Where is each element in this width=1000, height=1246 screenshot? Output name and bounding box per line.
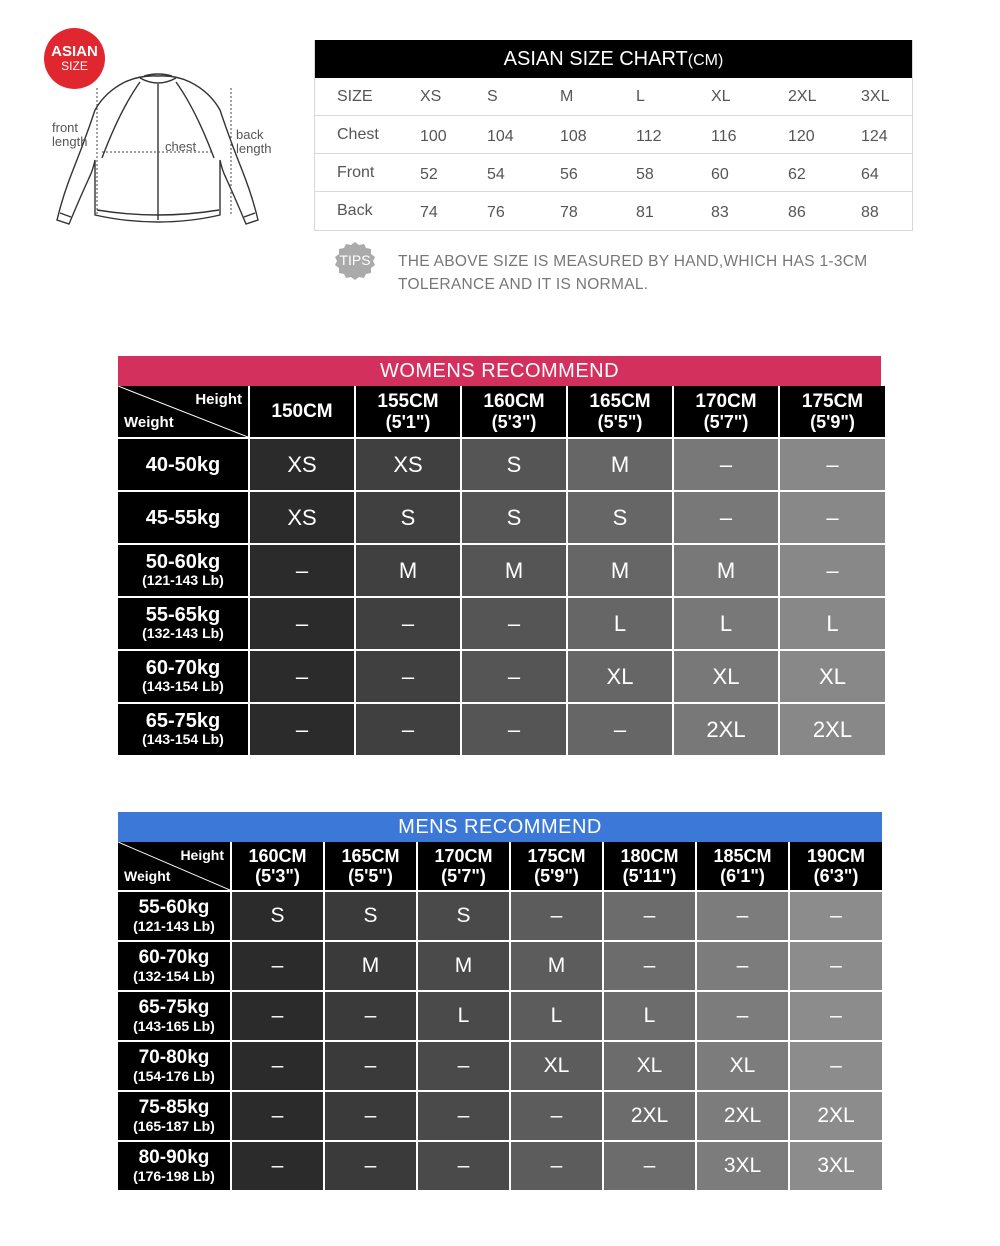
- womens-size-cell: XS: [250, 439, 354, 490]
- weight-kg: 40-50kg: [145, 453, 221, 476]
- mens-size-cell: –: [232, 992, 323, 1040]
- womens-weight-header: [118, 598, 248, 649]
- asian-chart-header-row: [315, 78, 912, 116]
- asian-chart-cell: 52: [420, 166, 438, 183]
- womens-corner-cell: [118, 386, 248, 437]
- asian-chart-cell: 100: [420, 128, 447, 145]
- asian-chart-cell: 83: [711, 204, 729, 221]
- mens-size-cell: S: [325, 892, 416, 940]
- height-ft: (5'1"): [385, 411, 431, 432]
- mens-size-cell: –: [511, 1092, 602, 1140]
- weight-kg: 60-70kg: [138, 946, 210, 968]
- womens-size-cell: –: [356, 651, 460, 702]
- womens-size-cell: –: [250, 651, 354, 702]
- tips-line2: TOLERANCE AND IT IS NORMAL.: [398, 276, 649, 293]
- womens-size-cell: L: [780, 598, 885, 649]
- mens-size-cell: –: [697, 892, 788, 940]
- corner-height-label: Height: [195, 391, 242, 408]
- mens-size-cell: –: [418, 1142, 509, 1190]
- womens-weight-header: [118, 439, 248, 490]
- mens-size-cell: XL: [511, 1042, 602, 1090]
- back-label-word1: back: [236, 127, 264, 142]
- womens-size-cell: M: [568, 439, 672, 490]
- front-label-word1: front: [52, 120, 79, 135]
- womens-height-header: [568, 386, 672, 437]
- tips-badge-icon: [334, 240, 376, 280]
- asian-chart-unit: (CM): [687, 52, 724, 69]
- womens-size-cell: S: [356, 492, 460, 543]
- weight-lb: (132-143 Lb): [142, 625, 224, 641]
- mens-size-cell: –: [325, 1042, 416, 1090]
- mens-size-cell: 2XL: [604, 1092, 695, 1140]
- height-cm: 185CM: [713, 846, 772, 866]
- mens-size-cell: –: [232, 1092, 323, 1140]
- asian-chart-cell: 58: [636, 166, 654, 183]
- back-label-word2: length: [236, 141, 272, 156]
- weight-kg: 60-70kg: [145, 657, 221, 679]
- asian-chart-title-text: ASIAN SIZE CHART: [503, 48, 688, 70]
- asian-chart-cell: 64: [861, 166, 879, 183]
- womens-grid: [118, 386, 881, 755]
- womens-size-cell: –: [568, 704, 672, 755]
- asian-chart-cell: 2XL: [788, 88, 817, 105]
- asian-chart-row-label: SIZE: [337, 88, 373, 105]
- womens-size-cell: XS: [250, 492, 354, 543]
- womens-height-header: [780, 386, 885, 437]
- womens-size-cell: XL: [568, 651, 672, 702]
- mens-size-cell: M: [511, 942, 602, 990]
- mens-size-cell: 3XL: [697, 1142, 788, 1190]
- mens-size-cell: –: [790, 942, 882, 990]
- mens-corner-cell: [118, 842, 230, 890]
- mens-grid: [118, 842, 882, 1190]
- height-cm: 180CM: [620, 846, 679, 866]
- womens-size-cell: 2XL: [674, 704, 778, 755]
- weight-kg: 65-75kg: [145, 710, 221, 732]
- womens-size-cell: –: [780, 545, 885, 596]
- height-cm: 150CM: [271, 400, 333, 422]
- womens-size-cell: XS: [356, 439, 460, 490]
- weight-kg: 65-75kg: [138, 996, 210, 1018]
- womens-size-cell: 2XL: [780, 704, 885, 755]
- corner-weight-label: Weight: [124, 414, 174, 431]
- height-cm: 160CM: [248, 846, 307, 866]
- height-cm: 160CM: [483, 390, 545, 412]
- mens-size-cell: XL: [604, 1042, 695, 1090]
- mens-size-cell: –: [511, 892, 602, 940]
- asian-chart-cell: 74: [420, 204, 438, 221]
- asian-chart-cell: L: [636, 88, 645, 105]
- mens-size-cell: S: [232, 892, 323, 940]
- asian-chart-cell: 3XL: [861, 88, 890, 105]
- mens-weight-header: [118, 942, 230, 990]
- mens-height-header: [232, 842, 323, 890]
- mens-height-header: [511, 842, 602, 890]
- mens-size-cell: –: [232, 1142, 323, 1190]
- asian-chart-cell: 88: [861, 204, 879, 221]
- mens-size-cell: –: [325, 992, 416, 1040]
- asian-chart-cell: 86: [788, 204, 806, 221]
- mens-size-cell: L: [418, 992, 509, 1040]
- height-ft: (6'1"): [720, 866, 765, 886]
- height-cm: 170CM: [434, 846, 493, 866]
- mens-weight-header: [118, 1142, 230, 1190]
- mens-size-cell: S: [418, 892, 509, 940]
- womens-size-cell: –: [780, 492, 885, 543]
- asian-chart-cell: 104: [487, 128, 514, 145]
- weight-lb: (165-187 Lb): [133, 1117, 215, 1134]
- mens-size-cell: –: [790, 1042, 882, 1090]
- mens-height-header: [790, 842, 882, 890]
- mens-size-cell: –: [697, 992, 788, 1040]
- womens-size-cell: L: [568, 598, 672, 649]
- asian-chart-cell: 60: [711, 166, 729, 183]
- mens-size-cell: –: [790, 992, 882, 1040]
- mens-recommend-table: [118, 812, 882, 1190]
- asian-chart-cell: 76: [487, 204, 505, 221]
- mens-size-cell: –: [604, 892, 695, 940]
- asian-chart-row-label: Back: [337, 202, 373, 219]
- mens-size-cell: –: [232, 942, 323, 990]
- height-ft: (5'11"): [622, 866, 677, 886]
- asian-chart-row-label: Front: [337, 164, 375, 181]
- womens-size-cell: –: [250, 545, 354, 596]
- mens-size-cell: 2XL: [790, 1092, 882, 1140]
- womens-height-header: [462, 386, 566, 437]
- asian-chart-cell: 62: [788, 166, 806, 183]
- height-ft: (5'9"): [534, 866, 579, 886]
- mens-height-header: [325, 842, 416, 890]
- height-ft: (5'3"): [255, 866, 300, 886]
- mens-size-cell: –: [697, 942, 788, 990]
- womens-recommend-title: WOMENS RECOMMEND: [118, 356, 881, 386]
- mens-recommend-title: MENS RECOMMEND: [118, 812, 882, 842]
- height-cm: 165CM: [589, 390, 651, 412]
- asian-chart-row-label: Chest: [337, 126, 379, 143]
- weight-kg: 50-60kg: [145, 551, 221, 573]
- womens-size-cell: –: [462, 704, 566, 755]
- weight-kg: 80-90kg: [138, 1146, 210, 1168]
- asian-size-chart: [314, 40, 913, 231]
- womens-weight-header: [118, 704, 248, 755]
- womens-size-cell: S: [462, 439, 566, 490]
- womens-height-header: [250, 386, 354, 437]
- womens-size-cell: M: [568, 545, 672, 596]
- asian-chart-cell: XS: [420, 88, 442, 105]
- weight-lb: (176-198 Lb): [133, 1167, 215, 1184]
- weight-lb: (132-154 Lb): [133, 967, 215, 984]
- front-label-word2: length: [52, 134, 88, 149]
- mens-size-cell: 2XL: [697, 1092, 788, 1140]
- asian-chart-row: [315, 154, 912, 192]
- mens-size-cell: 3XL: [790, 1142, 882, 1190]
- height-cm: 165CM: [341, 846, 400, 866]
- womens-size-cell: XL: [674, 651, 778, 702]
- corner-weight-label: Weight: [124, 868, 171, 884]
- asian-chart-cell: 116: [711, 128, 737, 145]
- mens-size-cell: –: [790, 892, 882, 940]
- womens-size-cell: M: [356, 545, 460, 596]
- corner-height-label: Height: [180, 847, 224, 863]
- womens-size-cell: –: [462, 598, 566, 649]
- tips-text: [398, 250, 918, 296]
- womens-size-cell: S: [568, 492, 672, 543]
- mens-size-cell: –: [418, 1042, 509, 1090]
- mens-size-cell: –: [604, 1142, 695, 1190]
- weight-lb: (143-154 Lb): [142, 731, 224, 747]
- weight-kg: 55-65kg: [145, 604, 221, 626]
- womens-size-cell: –: [462, 651, 566, 702]
- height-cm: 170CM: [695, 390, 757, 412]
- womens-size-cell: –: [674, 492, 778, 543]
- womens-size-cell: –: [250, 704, 354, 755]
- badge-line1: ASIAN: [51, 43, 98, 60]
- mens-height-header: [697, 842, 788, 890]
- womens-size-cell: XL: [780, 651, 885, 702]
- asian-chart-cell: 54: [487, 166, 505, 183]
- weight-kg: 55-60kg: [138, 896, 210, 918]
- mens-size-cell: –: [604, 942, 695, 990]
- womens-size-cell: S: [462, 492, 566, 543]
- womens-height-header: [356, 386, 460, 437]
- chest-label: chest: [165, 139, 197, 154]
- height-ft: (5'5"): [597, 411, 643, 432]
- womens-height-header: [674, 386, 778, 437]
- mens-weight-header: [118, 992, 230, 1040]
- asian-chart-title: [315, 40, 912, 78]
- asian-chart-cell: 81: [636, 204, 654, 221]
- weight-kg: 45-55kg: [145, 506, 221, 529]
- womens-weight-header: [118, 545, 248, 596]
- mens-size-cell: M: [325, 942, 416, 990]
- asian-chart-cell: 56: [560, 166, 578, 183]
- front-length-label: [52, 121, 87, 149]
- womens-weight-header: [118, 492, 248, 543]
- womens-size-cell: –: [674, 439, 778, 490]
- asian-chart-cell: M: [560, 88, 574, 105]
- mens-size-cell: –: [418, 1092, 509, 1140]
- height-cm: 175CM: [527, 846, 586, 866]
- asian-chart-cell: 112: [636, 128, 662, 145]
- height-ft: (6'3"): [813, 866, 859, 886]
- asian-chart-cell: 124: [861, 128, 888, 145]
- weight-lb: (121-143 Lb): [133, 917, 215, 934]
- mens-height-header: [604, 842, 695, 890]
- weight-lb: (154-176 Lb): [133, 1067, 215, 1084]
- mens-size-cell: XL: [697, 1042, 788, 1090]
- weight-lb: (143-165 Lb): [133, 1017, 215, 1034]
- womens-weight-header: [118, 651, 248, 702]
- asian-chart-row: [315, 192, 912, 230]
- tips-icon-label: TIPS: [339, 252, 371, 268]
- womens-size-cell: L: [674, 598, 778, 649]
- mens-size-cell: M: [418, 942, 509, 990]
- mens-size-cell: L: [511, 992, 602, 1040]
- height-ft: (5'9"): [810, 411, 855, 432]
- height-cm: 155CM: [377, 390, 439, 412]
- mens-height-header: [418, 842, 509, 890]
- asian-chart-cell: S: [487, 88, 498, 105]
- weight-kg: 75-85kg: [138, 1096, 210, 1118]
- asian-chart-cell: 120: [788, 128, 815, 145]
- mens-size-cell: –: [511, 1142, 602, 1190]
- womens-size-cell: –: [250, 598, 354, 649]
- womens-recommend-table: [118, 356, 881, 755]
- asian-chart-cell: 108: [560, 128, 587, 145]
- weight-lb: (121-143 Lb): [142, 572, 224, 588]
- asian-chart-cell: XL: [711, 88, 731, 105]
- height-ft: (5'7"): [703, 411, 749, 432]
- mens-size-cell: –: [232, 1042, 323, 1090]
- mens-size-cell: –: [325, 1142, 416, 1190]
- womens-size-cell: –: [780, 439, 885, 490]
- mens-weight-header: [118, 892, 230, 940]
- height-ft: (5'5"): [348, 866, 393, 886]
- womens-size-cell: M: [674, 545, 778, 596]
- weight-kg: 70-80kg: [138, 1046, 210, 1068]
- asian-chart-row: [315, 116, 912, 154]
- asian-chart-cell: 78: [560, 204, 578, 221]
- mens-weight-header: [118, 1042, 230, 1090]
- mens-size-cell: –: [325, 1092, 416, 1140]
- womens-size-cell: M: [462, 545, 566, 596]
- womens-size-cell: –: [356, 704, 460, 755]
- back-length-label: [236, 128, 271, 156]
- weight-lb: (143-154 Lb): [142, 678, 224, 694]
- mens-weight-header: [118, 1092, 230, 1140]
- badge-line2: SIZE: [61, 59, 88, 73]
- height-cm: 190CM: [806, 846, 866, 866]
- height-ft: (5'3"): [491, 411, 537, 432]
- mens-size-cell: L: [604, 992, 695, 1040]
- womens-size-cell: –: [356, 598, 460, 649]
- height-ft: (5'7"): [441, 866, 486, 886]
- height-cm: 175CM: [801, 390, 864, 412]
- tips-line1: THE ABOVE SIZE IS MEASURED BY HAND,WHICH HAS 1-3CM: [398, 253, 868, 270]
